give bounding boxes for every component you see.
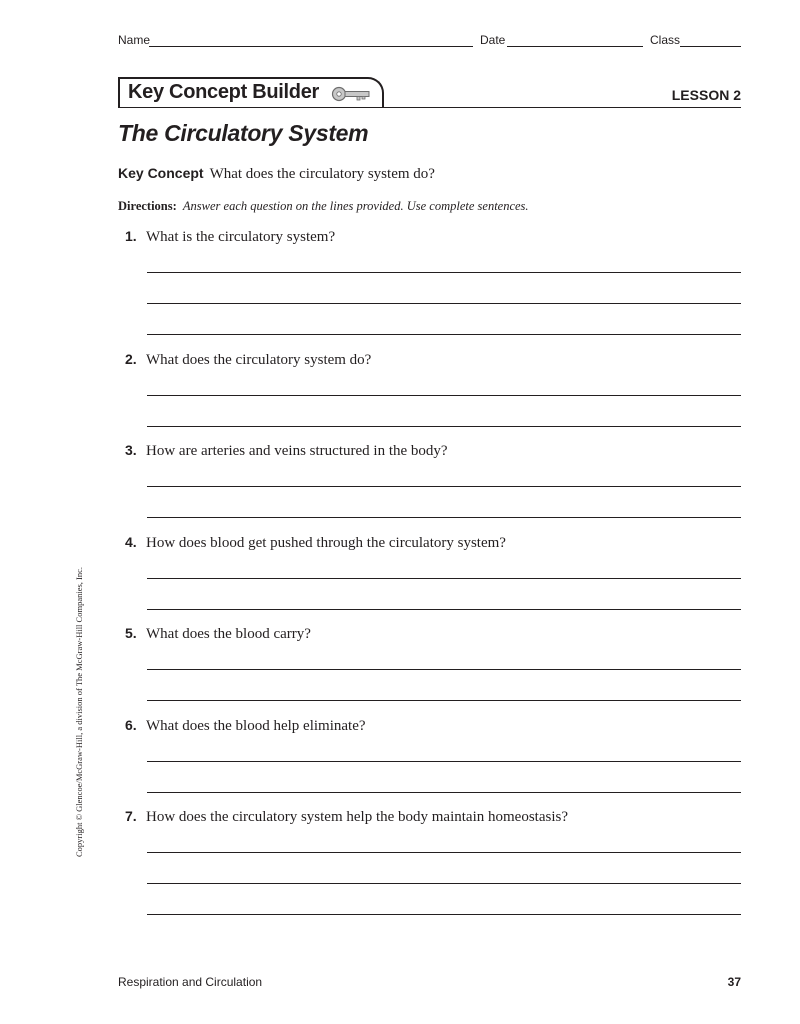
- answer-line[interactable]: [147, 761, 741, 762]
- question-number: 1.: [125, 228, 137, 244]
- name-field[interactable]: [149, 46, 473, 47]
- question-2: [125, 351, 371, 369]
- answer-line[interactable]: [147, 272, 741, 273]
- page-title: The Circulatory System: [118, 120, 369, 146]
- answer-line[interactable]: [147, 334, 741, 335]
- answer-line[interactable]: [147, 486, 741, 487]
- key-concept-label: Key Concept: [118, 165, 204, 181]
- key-icon: [331, 85, 371, 103]
- class-label: Class: [650, 33, 681, 47]
- directions-label: Directions:: [118, 199, 177, 213]
- lesson-label: LESSON 2: [671, 87, 741, 103]
- answer-line[interactable]: [147, 669, 741, 670]
- answer-line[interactable]: [147, 303, 741, 304]
- directions: [118, 199, 529, 214]
- answer-line[interactable]: [147, 578, 741, 579]
- question-text: What is the circulatory system?: [146, 229, 336, 245]
- answer-line[interactable]: [147, 426, 741, 427]
- question-number: 6.: [125, 717, 137, 733]
- question-text: How does blood get pushed through the circulatory system?: [146, 535, 506, 551]
- question-6: [125, 717, 366, 735]
- page-number: 37: [727, 975, 741, 989]
- answer-line[interactable]: [147, 395, 741, 396]
- question-text: How are arteries and veins structured in the body?: [146, 443, 448, 459]
- answer-line[interactable]: [147, 883, 741, 884]
- banner-rule: [118, 107, 741, 108]
- answer-line[interactable]: [147, 792, 741, 793]
- question-text: What does the blood help eliminate?: [146, 718, 366, 734]
- question-1: [125, 228, 335, 246]
- question-text: How does the circulatory system help the body maintain homeostasis?: [146, 809, 568, 825]
- question-4: [125, 534, 506, 552]
- question-number: 5.: [125, 625, 137, 641]
- answer-line[interactable]: [147, 914, 741, 915]
- question-5: [125, 625, 311, 643]
- question-number: 3.: [125, 442, 137, 458]
- question-number: 4.: [125, 534, 137, 550]
- question-text: What does the circulatory system do?: [146, 352, 372, 368]
- question-7: [125, 808, 568, 826]
- question-text: What does the blood carry?: [146, 626, 311, 642]
- answer-line[interactable]: [147, 852, 741, 853]
- answer-line[interactable]: [147, 700, 741, 701]
- footer-section: Respiration and Circulation: [118, 975, 263, 989]
- answer-line[interactable]: [147, 609, 741, 610]
- banner-title: Key Concept Builder: [128, 81, 319, 103]
- class-field[interactable]: [680, 46, 741, 47]
- directions-text: Answer each question on the lines provided. Use complete sentences.: [182, 199, 529, 213]
- key-concept: [118, 165, 435, 183]
- name-label: Name: [118, 33, 151, 47]
- question-number: 2.: [125, 351, 137, 367]
- key-concept-text: What does the circulatory system do?: [209, 166, 435, 182]
- question-number: 7.: [125, 808, 137, 824]
- date-field[interactable]: [507, 46, 643, 47]
- answer-line[interactable]: [147, 517, 741, 518]
- question-3: [125, 442, 448, 460]
- date-label: Date: [480, 33, 506, 47]
- copyright-notice: Copyright © Glencoe/McGraw-Hill, a division of The McGraw-Hill Companies, Inc.: [74, 566, 84, 858]
